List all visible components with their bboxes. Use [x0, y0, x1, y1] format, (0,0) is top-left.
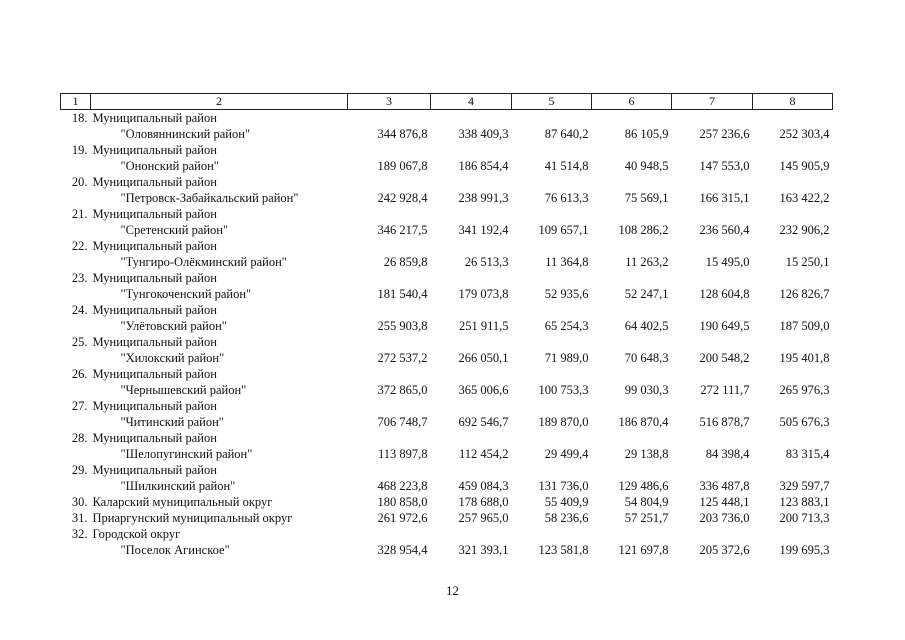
municipality-name-text: "Поселок Агинское" [120, 543, 230, 557]
municipality-name-line2 [91, 350, 348, 366]
value-cell: 131 736,0 [538, 479, 589, 493]
value-cell: 186 870,4 [618, 415, 669, 429]
value-cell: 83 315,4 [785, 447, 830, 461]
value-cell: 257 236,6 [699, 127, 750, 141]
value-cell: 71 989,0 [544, 351, 589, 365]
municipality-name-line1: Муниципальный район [92, 303, 217, 317]
empty-cell [672, 238, 753, 254]
value-cell: 29 138,8 [624, 447, 669, 461]
row-number: 19. [71, 143, 88, 157]
empty-cell [512, 110, 592, 127]
value-cell: 86 105,9 [624, 127, 669, 141]
value-cell: 100 753,3 [538, 383, 589, 397]
empty-cell [512, 366, 592, 382]
value-cell: 242 928,4 [377, 191, 428, 205]
table-row-continuation [61, 350, 833, 366]
table-row-continuation [61, 382, 833, 398]
value-cell: 272 111,7 [700, 383, 750, 397]
header-cell: 3 [348, 94, 431, 110]
value-cell: 203 736,0 [699, 511, 750, 525]
table-row-continuation [61, 158, 833, 174]
municipality-name-line2 [91, 222, 348, 238]
empty-cell [512, 302, 592, 318]
municipality-name-line2 [91, 542, 348, 558]
empty-cell [672, 430, 753, 446]
value-cell: 129 486,6 [618, 479, 669, 493]
value-cell: 166 315,1 [699, 191, 750, 205]
municipality-name-line1: Муниципальный район [92, 367, 217, 381]
value-cell: 336 487,8 [699, 479, 750, 493]
empty-cell [592, 142, 672, 158]
empty-cell [592, 334, 672, 350]
value-cell: 189 870,0 [538, 415, 589, 429]
empty-cell [512, 238, 592, 254]
empty-cell [512, 270, 592, 286]
value-cell: 321 393,1 [458, 543, 509, 557]
table-header-row [61, 94, 833, 110]
municipality-name-text: "Ононский район" [120, 159, 219, 173]
value-cell: 346 217,5 [377, 223, 428, 237]
municipality-name-line1: Муниципальный район [92, 463, 217, 477]
value-cell: 195 401,8 [779, 351, 830, 365]
empty-cell [431, 366, 512, 382]
empty-cell [348, 334, 431, 350]
value-cell: 15 250,1 [785, 255, 830, 269]
empty-cell [672, 302, 753, 318]
table-row-continuation [61, 446, 833, 462]
value-cell: 265 976,3 [779, 383, 830, 397]
value-cell: 52 247,1 [624, 287, 669, 301]
municipality-name-line2 [91, 382, 348, 398]
table-row-continuation [61, 414, 833, 430]
value-cell: 76 613,3 [544, 191, 589, 205]
empty-cell [348, 526, 431, 542]
row-number: 21. [71, 207, 88, 221]
municipality-name-text: "Хилокский район" [120, 351, 225, 365]
empty-cell [592, 238, 672, 254]
empty-cell [431, 398, 512, 414]
municipality-name-line1: Муниципальный район [92, 143, 217, 157]
row-number: 31. [71, 511, 88, 525]
table-row [61, 494, 833, 510]
value-cell: 257 965,0 [458, 511, 509, 525]
value-cell: 65 254,3 [544, 319, 589, 333]
value-cell: 205 372,6 [699, 543, 750, 557]
value-cell: 40 948,5 [624, 159, 669, 173]
value-cell: 178 688,0 [458, 495, 509, 509]
municipality-name-line1: Муниципальный район [92, 431, 217, 445]
empty-cell [753, 174, 833, 190]
row-number: 28. [71, 431, 88, 445]
empty-cell [61, 478, 91, 494]
value-cell: 365 006,6 [458, 383, 509, 397]
value-cell: 179 073,8 [458, 287, 509, 301]
municipality-name-line2 [91, 286, 348, 302]
municipality-name-line1: Муниципальный район [92, 111, 217, 125]
empty-cell [672, 174, 753, 190]
row-number: 30. [71, 495, 88, 509]
empty-cell [753, 430, 833, 446]
empty-cell [512, 430, 592, 446]
empty-cell [512, 526, 592, 542]
value-cell: 341 192,4 [458, 223, 509, 237]
header-cell: 6 [592, 94, 672, 110]
empty-cell [672, 270, 753, 286]
municipality-name-line2 [91, 446, 348, 462]
value-cell: 236 560,4 [699, 223, 750, 237]
table-row [61, 174, 833, 190]
table-row [61, 334, 833, 350]
municipality-name-line1: Муниципальный район [92, 175, 217, 189]
table-row [61, 302, 833, 318]
value-cell: 344 876,8 [377, 127, 428, 141]
value-cell: 189 067,8 [377, 159, 428, 173]
municipality-name-line1: Каларский муниципальный округ [92, 495, 273, 509]
table-row-continuation [61, 254, 833, 270]
municipality-name-text: "Улётовский район" [120, 319, 227, 333]
value-cell: 123 883,1 [779, 495, 830, 509]
value-cell: 70 648,3 [624, 351, 669, 365]
value-cell: 200 713,3 [779, 511, 830, 525]
table-row [61, 430, 833, 446]
empty-cell [348, 270, 431, 286]
empty-cell [753, 462, 833, 478]
empty-cell [431, 206, 512, 222]
header-cell: 4 [431, 94, 512, 110]
row-number: 29. [71, 463, 88, 477]
row-number: 25. [71, 335, 88, 349]
value-cell: 266 050,1 [458, 351, 509, 365]
empty-cell [61, 190, 91, 206]
empty-cell [431, 462, 512, 478]
value-cell: 255 903,8 [377, 319, 428, 333]
value-cell: 329 597,7 [779, 479, 830, 493]
empty-cell [348, 238, 431, 254]
value-cell: 41 514,8 [544, 159, 589, 173]
empty-cell [512, 142, 592, 158]
empty-cell [61, 318, 91, 334]
table-row-continuation [61, 478, 833, 494]
municipality-name-line2 [91, 318, 348, 334]
empty-cell [672, 206, 753, 222]
value-cell: 505 676,3 [779, 415, 830, 429]
value-cell: 238 991,3 [458, 191, 509, 205]
value-cell: 75 569,1 [624, 191, 669, 205]
value-cell: 15 495,0 [705, 255, 750, 269]
empty-cell [512, 334, 592, 350]
municipality-name-text: "Шелопугинский район" [120, 447, 253, 461]
value-cell: 232 906,2 [779, 223, 830, 237]
value-cell: 128 604,8 [699, 287, 750, 301]
empty-cell [61, 414, 91, 430]
municipality-name-text: "Оловяннинский район" [120, 127, 251, 141]
budget-table [60, 93, 833, 558]
value-cell: 84 398,4 [705, 447, 750, 461]
value-cell: 459 084,3 [458, 479, 509, 493]
value-cell: 58 236,6 [544, 511, 589, 525]
empty-cell [61, 350, 91, 366]
value-cell: 55 409,9 [544, 495, 589, 509]
empty-cell [348, 174, 431, 190]
municipality-name-line2 [91, 190, 348, 206]
municipality-name-text: "Читинский район" [120, 415, 224, 429]
header-cell: 8 [753, 94, 833, 110]
empty-cell [672, 398, 753, 414]
empty-cell [61, 126, 91, 142]
empty-cell [592, 462, 672, 478]
value-cell: 145 905,9 [779, 159, 830, 173]
empty-cell [431, 238, 512, 254]
row-number: 18. [71, 111, 88, 125]
empty-cell [592, 302, 672, 318]
value-cell: 251 911,5 [458, 319, 509, 333]
table-row [61, 270, 833, 286]
empty-cell [753, 366, 833, 382]
table-row [61, 206, 833, 222]
value-cell: 338 409,3 [458, 127, 509, 141]
value-cell: 26 859,8 [383, 255, 428, 269]
empty-cell [592, 526, 672, 542]
municipality-name-line1: Муниципальный район [92, 335, 217, 349]
row-number: 20. [71, 175, 88, 189]
empty-cell [348, 110, 431, 127]
empty-cell [348, 462, 431, 478]
value-cell: 29 499,4 [544, 447, 589, 461]
value-cell: 180 858,0 [377, 495, 428, 509]
empty-cell [592, 206, 672, 222]
empty-cell [431, 174, 512, 190]
empty-cell [61, 222, 91, 238]
empty-cell [431, 142, 512, 158]
municipality-name-text: "Сретенский район" [120, 223, 229, 237]
value-cell: 125 448,1 [699, 495, 750, 509]
table-row-continuation [61, 318, 833, 334]
value-cell: 11 364,8 [545, 255, 589, 269]
empty-cell [592, 110, 672, 127]
row-number: 23. [71, 271, 88, 285]
municipality-name-line2 [91, 478, 348, 494]
municipality-name-line1: Городской округ [92, 527, 181, 541]
value-cell: 123 581,8 [538, 543, 589, 557]
empty-cell [348, 302, 431, 318]
row-number: 32. [71, 527, 88, 541]
municipality-name-text: "Петровск-Забайкальский район" [120, 191, 299, 205]
value-cell: 372 865,0 [377, 383, 428, 397]
municipality-name-line1: Муниципальный район [92, 399, 217, 413]
empty-cell [753, 142, 833, 158]
table-row [61, 398, 833, 414]
empty-cell [61, 382, 91, 398]
table-row [61, 366, 833, 382]
value-cell: 328 954,4 [377, 543, 428, 557]
header-cell: 2 [91, 94, 348, 110]
empty-cell [348, 142, 431, 158]
municipality-name-text: "Шилкинский район" [120, 479, 236, 493]
value-cell: 112 454,2 [458, 447, 509, 461]
row-number: 24. [71, 303, 88, 317]
page-number: 12 [446, 583, 459, 598]
municipality-name-text: "Тунгиро-Олёкминский район" [120, 255, 287, 269]
row-number: 26. [71, 367, 88, 381]
municipality-name-text: "Тунгокоченский район" [120, 287, 252, 301]
value-cell: 706 748,7 [377, 415, 428, 429]
empty-cell [672, 366, 753, 382]
value-cell: 190 649,5 [699, 319, 750, 333]
empty-cell [592, 398, 672, 414]
municipality-name-line1: Приаргунский муниципальный округ [92, 511, 293, 525]
value-cell: 109 657,1 [538, 223, 589, 237]
empty-cell [431, 110, 512, 127]
row-number: 22. [71, 239, 88, 253]
value-cell: 11 263,2 [625, 255, 669, 269]
municipality-name-line2 [91, 254, 348, 270]
value-cell: 186 854,4 [458, 159, 509, 173]
empty-cell [753, 110, 833, 127]
table-row-continuation [61, 190, 833, 206]
empty-cell [672, 462, 753, 478]
empty-cell [512, 206, 592, 222]
municipality-name-line1: Муниципальный район [92, 239, 217, 253]
value-cell: 516 878,7 [699, 415, 750, 429]
value-cell: 187 509,0 [779, 319, 830, 333]
table-row [61, 110, 833, 127]
value-cell: 181 540,4 [377, 287, 428, 301]
table-row [61, 462, 833, 478]
value-cell: 64 402,5 [624, 319, 669, 333]
value-cell: 99 030,3 [624, 383, 669, 397]
empty-cell [431, 334, 512, 350]
value-cell: 108 286,2 [618, 223, 669, 237]
empty-cell [61, 446, 91, 462]
empty-cell [753, 526, 833, 542]
value-cell: 692 546,7 [458, 415, 509, 429]
empty-cell [753, 398, 833, 414]
municipality-name-line2 [91, 126, 348, 142]
value-cell: 87 640,2 [544, 127, 589, 141]
municipality-name-line2 [91, 158, 348, 174]
value-cell: 147 553,0 [699, 159, 750, 173]
value-cell: 113 897,8 [377, 447, 428, 461]
header-cell: 7 [672, 94, 753, 110]
empty-cell [592, 430, 672, 446]
empty-cell [592, 366, 672, 382]
empty-cell [672, 334, 753, 350]
value-cell: 261 972,6 [377, 511, 428, 525]
empty-cell [672, 142, 753, 158]
municipality-name-line2 [91, 414, 348, 430]
municipality-name-line1: Муниципальный район [92, 207, 217, 221]
empty-cell [753, 206, 833, 222]
empty-cell [348, 398, 431, 414]
table-row-continuation [61, 286, 833, 302]
empty-cell [431, 302, 512, 318]
empty-cell [753, 302, 833, 318]
empty-cell [512, 174, 592, 190]
row-number: 27. [71, 399, 88, 413]
value-cell: 468 223,8 [377, 479, 428, 493]
empty-cell [672, 526, 753, 542]
empty-cell [348, 206, 431, 222]
empty-cell [753, 270, 833, 286]
empty-cell [431, 526, 512, 542]
header-cell: 5 [512, 94, 592, 110]
empty-cell [61, 158, 91, 174]
table-row [61, 526, 833, 542]
value-cell: 54 804,9 [624, 495, 669, 509]
value-cell: 26 513,3 [464, 255, 509, 269]
empty-cell [348, 430, 431, 446]
empty-cell [431, 270, 512, 286]
empty-cell [512, 462, 592, 478]
empty-cell [431, 430, 512, 446]
table-row [61, 142, 833, 158]
empty-cell [592, 270, 672, 286]
empty-cell [753, 334, 833, 350]
value-cell: 199 695,3 [779, 543, 830, 557]
value-cell: 252 303,4 [779, 127, 830, 141]
empty-cell [61, 254, 91, 270]
value-cell: 126 826,7 [779, 287, 830, 301]
value-cell: 52 935,6 [544, 287, 589, 301]
table-row-continuation [61, 222, 833, 238]
empty-cell [512, 398, 592, 414]
table-row-continuation [61, 126, 833, 142]
header-cell: 1 [61, 94, 91, 110]
value-cell: 121 697,8 [618, 543, 669, 557]
empty-cell [592, 174, 672, 190]
municipality-name-line1: Муниципальный район [92, 271, 217, 285]
table-row [61, 238, 833, 254]
empty-cell [348, 366, 431, 382]
value-cell: 57 251,7 [624, 511, 669, 525]
value-cell: 200 548,2 [699, 351, 750, 365]
table-row-continuation [61, 542, 833, 558]
empty-cell [61, 542, 91, 558]
value-cell: 163 422,2 [779, 191, 830, 205]
empty-cell [61, 286, 91, 302]
empty-cell [753, 238, 833, 254]
municipality-name-text: "Чернышевский район" [120, 383, 247, 397]
value-cell: 272 537,2 [377, 351, 428, 365]
table-row [61, 510, 833, 526]
empty-cell [672, 110, 753, 127]
